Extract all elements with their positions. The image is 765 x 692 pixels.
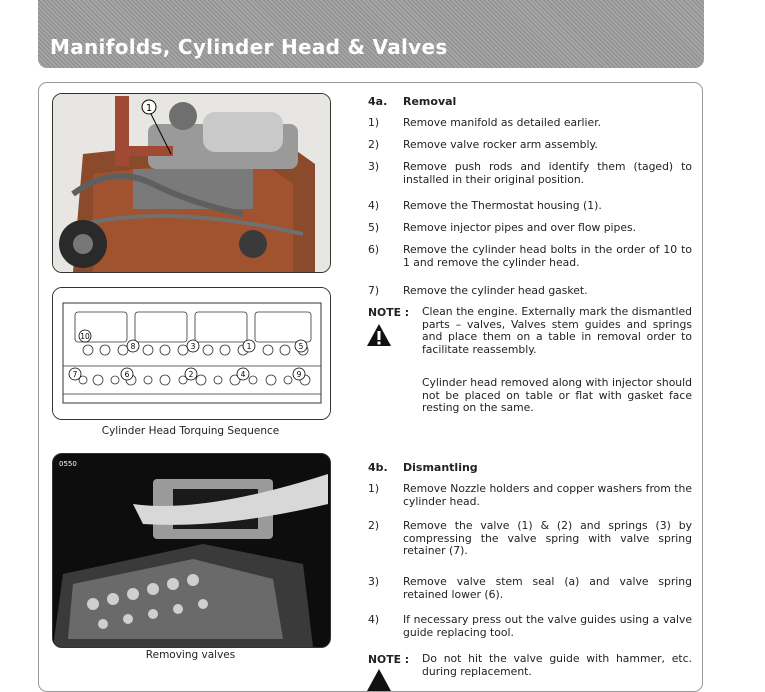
valves-caption: Removing valves bbox=[145, 649, 236, 661]
item-text: Remove the Thermostat housing (1). bbox=[403, 199, 602, 212]
item-text: If necessary press out the valve guides using a valve guide replacing tool. bbox=[403, 613, 692, 639]
section-heading-dismantling bbox=[368, 461, 478, 474]
bolt-number: 2 bbox=[188, 370, 194, 379]
item-number: 1) bbox=[368, 482, 380, 495]
item-text: Remove Nozzle holders and copper washers from the cylinder head. bbox=[403, 482, 692, 508]
diagram-caption: Cylinder Head Torquing Sequence bbox=[101, 425, 280, 437]
item-number: 4) bbox=[368, 199, 380, 212]
section-title: Dismantling bbox=[403, 461, 478, 474]
item-number: 1) bbox=[368, 116, 380, 129]
engine-illustration bbox=[53, 94, 330, 272]
bolt-number: 1 bbox=[246, 342, 252, 351]
section-number: 4a. bbox=[368, 95, 388, 108]
note-label: NOTE : bbox=[368, 653, 410, 666]
item-number: 3) bbox=[368, 575, 380, 588]
section-title: Removal bbox=[403, 95, 457, 108]
bolt-number: 4 bbox=[240, 370, 246, 379]
bolt-number: 10 bbox=[80, 332, 90, 341]
item-number: 5) bbox=[368, 221, 380, 234]
cylinder-head-drawing bbox=[53, 288, 330, 419]
item-text: Remove valve stem seal (a) and valve spring retained lower (6). bbox=[403, 575, 692, 601]
torque-sequence-diagram bbox=[52, 287, 331, 420]
page-title: Manifolds, Cylinder Head & Valves bbox=[50, 35, 448, 59]
note-label: NOTE : bbox=[368, 306, 410, 319]
valves-illustration bbox=[53, 454, 330, 647]
engine-photo bbox=[52, 93, 331, 273]
item-number: 4) bbox=[368, 613, 380, 626]
item-number: 2) bbox=[368, 519, 380, 532]
bolt-number: 9 bbox=[296, 370, 302, 379]
engine-callout-label: 1 bbox=[145, 103, 153, 114]
item-number: 7) bbox=[368, 284, 380, 297]
item-number: 6) bbox=[368, 243, 380, 256]
item-text: Remove the cylinder head gasket. bbox=[403, 284, 588, 297]
section-heading-removal bbox=[368, 95, 456, 108]
item-number: 3) bbox=[368, 160, 380, 173]
item-text: Remove the valve (1) & (2) and springs (3) by compressing the valve spring with valve spring retainer (7). bbox=[403, 519, 692, 557]
header-banner bbox=[38, 0, 704, 68]
item-text: Remove the cylinder head bolts in the order of 10 to 1 and remove the cylinder head. bbox=[403, 243, 692, 269]
bolt-number: 6 bbox=[124, 370, 130, 379]
bolt-number: 8 bbox=[130, 342, 136, 351]
bolt-number: 3 bbox=[190, 342, 196, 351]
note-body: Clean the engine. Externally mark the dismantled parts – valves, Valves stem guides and springs and place them on a table in removal order to facilitate reassembly. bbox=[422, 305, 692, 356]
note-body-2: Cylinder head removed along with injector should not be placed on table or flat with gasket face resting on the same. bbox=[422, 376, 692, 414]
item-text: Remove manifold as detailed earlier. bbox=[403, 116, 602, 129]
warning-icon bbox=[366, 323, 392, 347]
warning-icon bbox=[366, 668, 392, 692]
section-number: 4b. bbox=[368, 461, 388, 474]
bolt-number: 7 bbox=[72, 370, 78, 379]
bolt-number: 5 bbox=[298, 342, 304, 351]
photo-label: 0550 bbox=[59, 460, 77, 468]
note-body-3: Do not hit the valve guide with hammer, etc. during replacement. bbox=[422, 652, 692, 678]
item-text: Remove injector pipes and over flow pipes. bbox=[403, 221, 637, 234]
item-text: Remove push rods and identify them (taged) to installed in their original position. bbox=[403, 160, 692, 186]
item-number: 2) bbox=[368, 138, 380, 151]
item-text: Remove valve rocker arm assembly. bbox=[403, 138, 598, 151]
valves-photo bbox=[52, 453, 331, 648]
